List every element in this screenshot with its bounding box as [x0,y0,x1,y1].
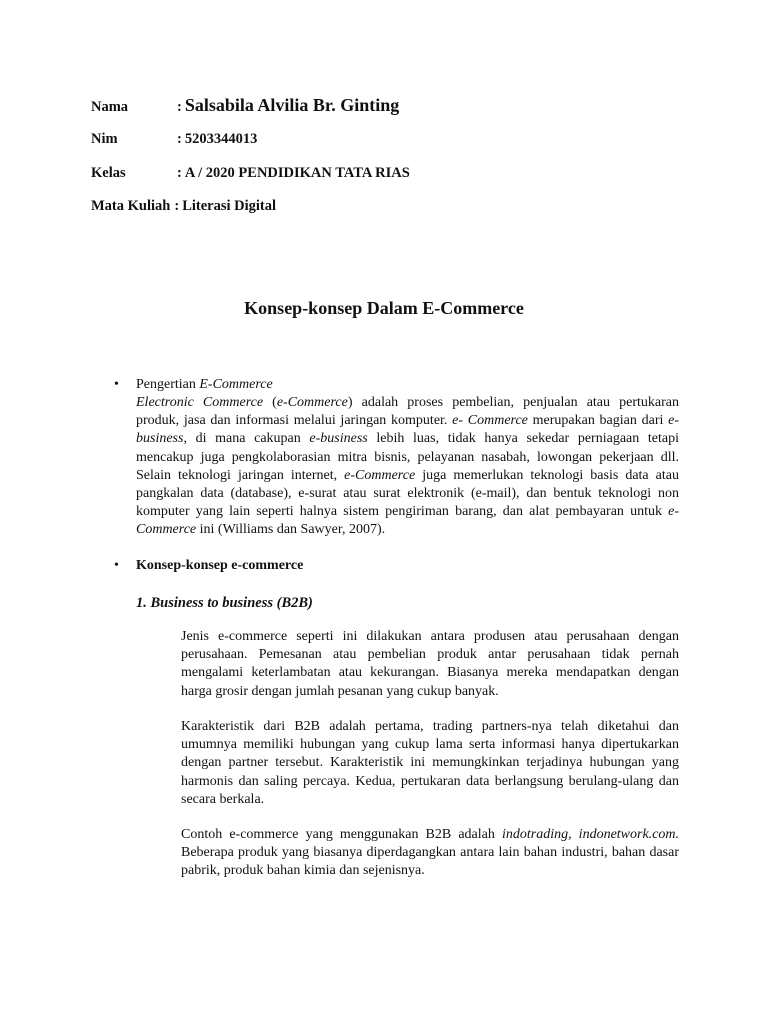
matakuliah-value: Literasi Digital [182,198,277,214]
p-part-3: e-Commerce [276,395,348,410]
b2b-p3-part-c: Beberapa produk yang biasanya diperdagangkan antara lain bahan industri, bahan dasar pabrik, produk bahan kimia dan sejenisnya. [181,845,679,879]
nim-value: 5203344013 [184,131,258,147]
p-part-4: ) adalah proses pembelian, penjualan atau pertukaran produk, jasa dan informasi melalui jaringan komputer. [136,395,679,429]
section2-heading: Konsep-konsep e-commerce [136,558,304,573]
p-part-12: juga memerlukan teknologi basis data atau pangkalan data (database), e-surat atau surat elektronik (e-mail), dan bentuk teknologi non komputer yang lain seperti halnya sistem pengiriman barang, dan alat pembayaran untuk [136,467,679,520]
p-part-5: e- Commerce [452,413,528,429]
p-part-1: Electronic Commerce [136,395,264,410]
p-part-10: lebih luas, tidak hanya sekedar perniagaan tetapi mencakup juga pengkolaborasian mitra bisnis, pelayanan nasabah, lowongan pekerjaan dll. Selain teknologi jaringan internet, [136,431,679,483]
matakuliah-label: Mata Kuliah [91,198,171,214]
p-part-13: e-Commerce [136,504,679,538]
info-nama-row [91,96,399,116]
section1-heading [136,376,273,394]
p-part-7: e-business [136,413,679,447]
p-part-14: ini (Williams dan Sawyer, 2007). [196,522,386,538]
kelas-label: Kelas [91,165,126,181]
nim-separator: : [177,131,182,147]
p-part-11: e-Commerce [344,467,416,483]
kelas-separator: : [177,165,182,181]
section1-heading-italic: E-Commerce [199,377,273,392]
p-part-8: , di mana cakupan [183,431,310,447]
section1-paragraph [136,394,679,540]
kelas-value: A / 2020 PENDIDIKAN TATA RIAS [184,165,410,181]
p-part-6: merupakan bagian dari [527,413,669,429]
nama-separator: : [177,99,182,115]
info-nim-row [91,130,257,148]
bullet-1: • [114,377,119,392]
section1-heading-plain: Pengertian [136,377,200,392]
b2b-p3-part-a: Contoh e-commerce yang menggunakan B2B adalah [181,827,502,842]
info-matakuliah-row [91,197,276,215]
subsection-b2b-heading: 1. Business to business (B2B) [136,595,313,611]
bullet-2: • [114,558,119,573]
info-kelas-row [91,164,410,182]
p-part-9: e-business [309,431,368,447]
document-title: Konsep-konsep Dalam E-Commerce [244,298,524,318]
nama-label: Nama [91,99,129,115]
b2b-paragraph-1: Jenis e-commerce seperti ini dilakukan antara produsen atau perusahaan dengan perusahaan. Pemesanan atau pembelian produk antar perusahaan tidak pernah mengalami keterlambatan atau kekurangan. Biasanya mereka mendapatkan dengan harga grosir dengan jumlah pesanan yang cukup banyak. [181,629,679,699]
p-part-2: ( [263,395,277,410]
b2b-p3-examples: indotrading, indonetwork.com. [501,827,680,842]
b2b-paragraph-2: Karakteristik dari B2B adalah pertama, trading partners-nya telah diketahui dan umumnya memiliki hubungan yang cukup lama serta informasi hanya dipertukarkan dengan partner tersebut. Karakteristik ini memungkinkan terjadinya hubungan yang harmonis dan saling percaya. Kedua, pertukaran data berlangsung berulang-ulang dan secara berkala. [181,719,679,807]
matakuliah-separator: : [174,198,180,214]
b2b-paragraph-3 [181,826,679,881]
nama-value: Salsabila Alvilia Br. Ginting [184,95,400,115]
nim-label: Nim [91,131,118,147]
